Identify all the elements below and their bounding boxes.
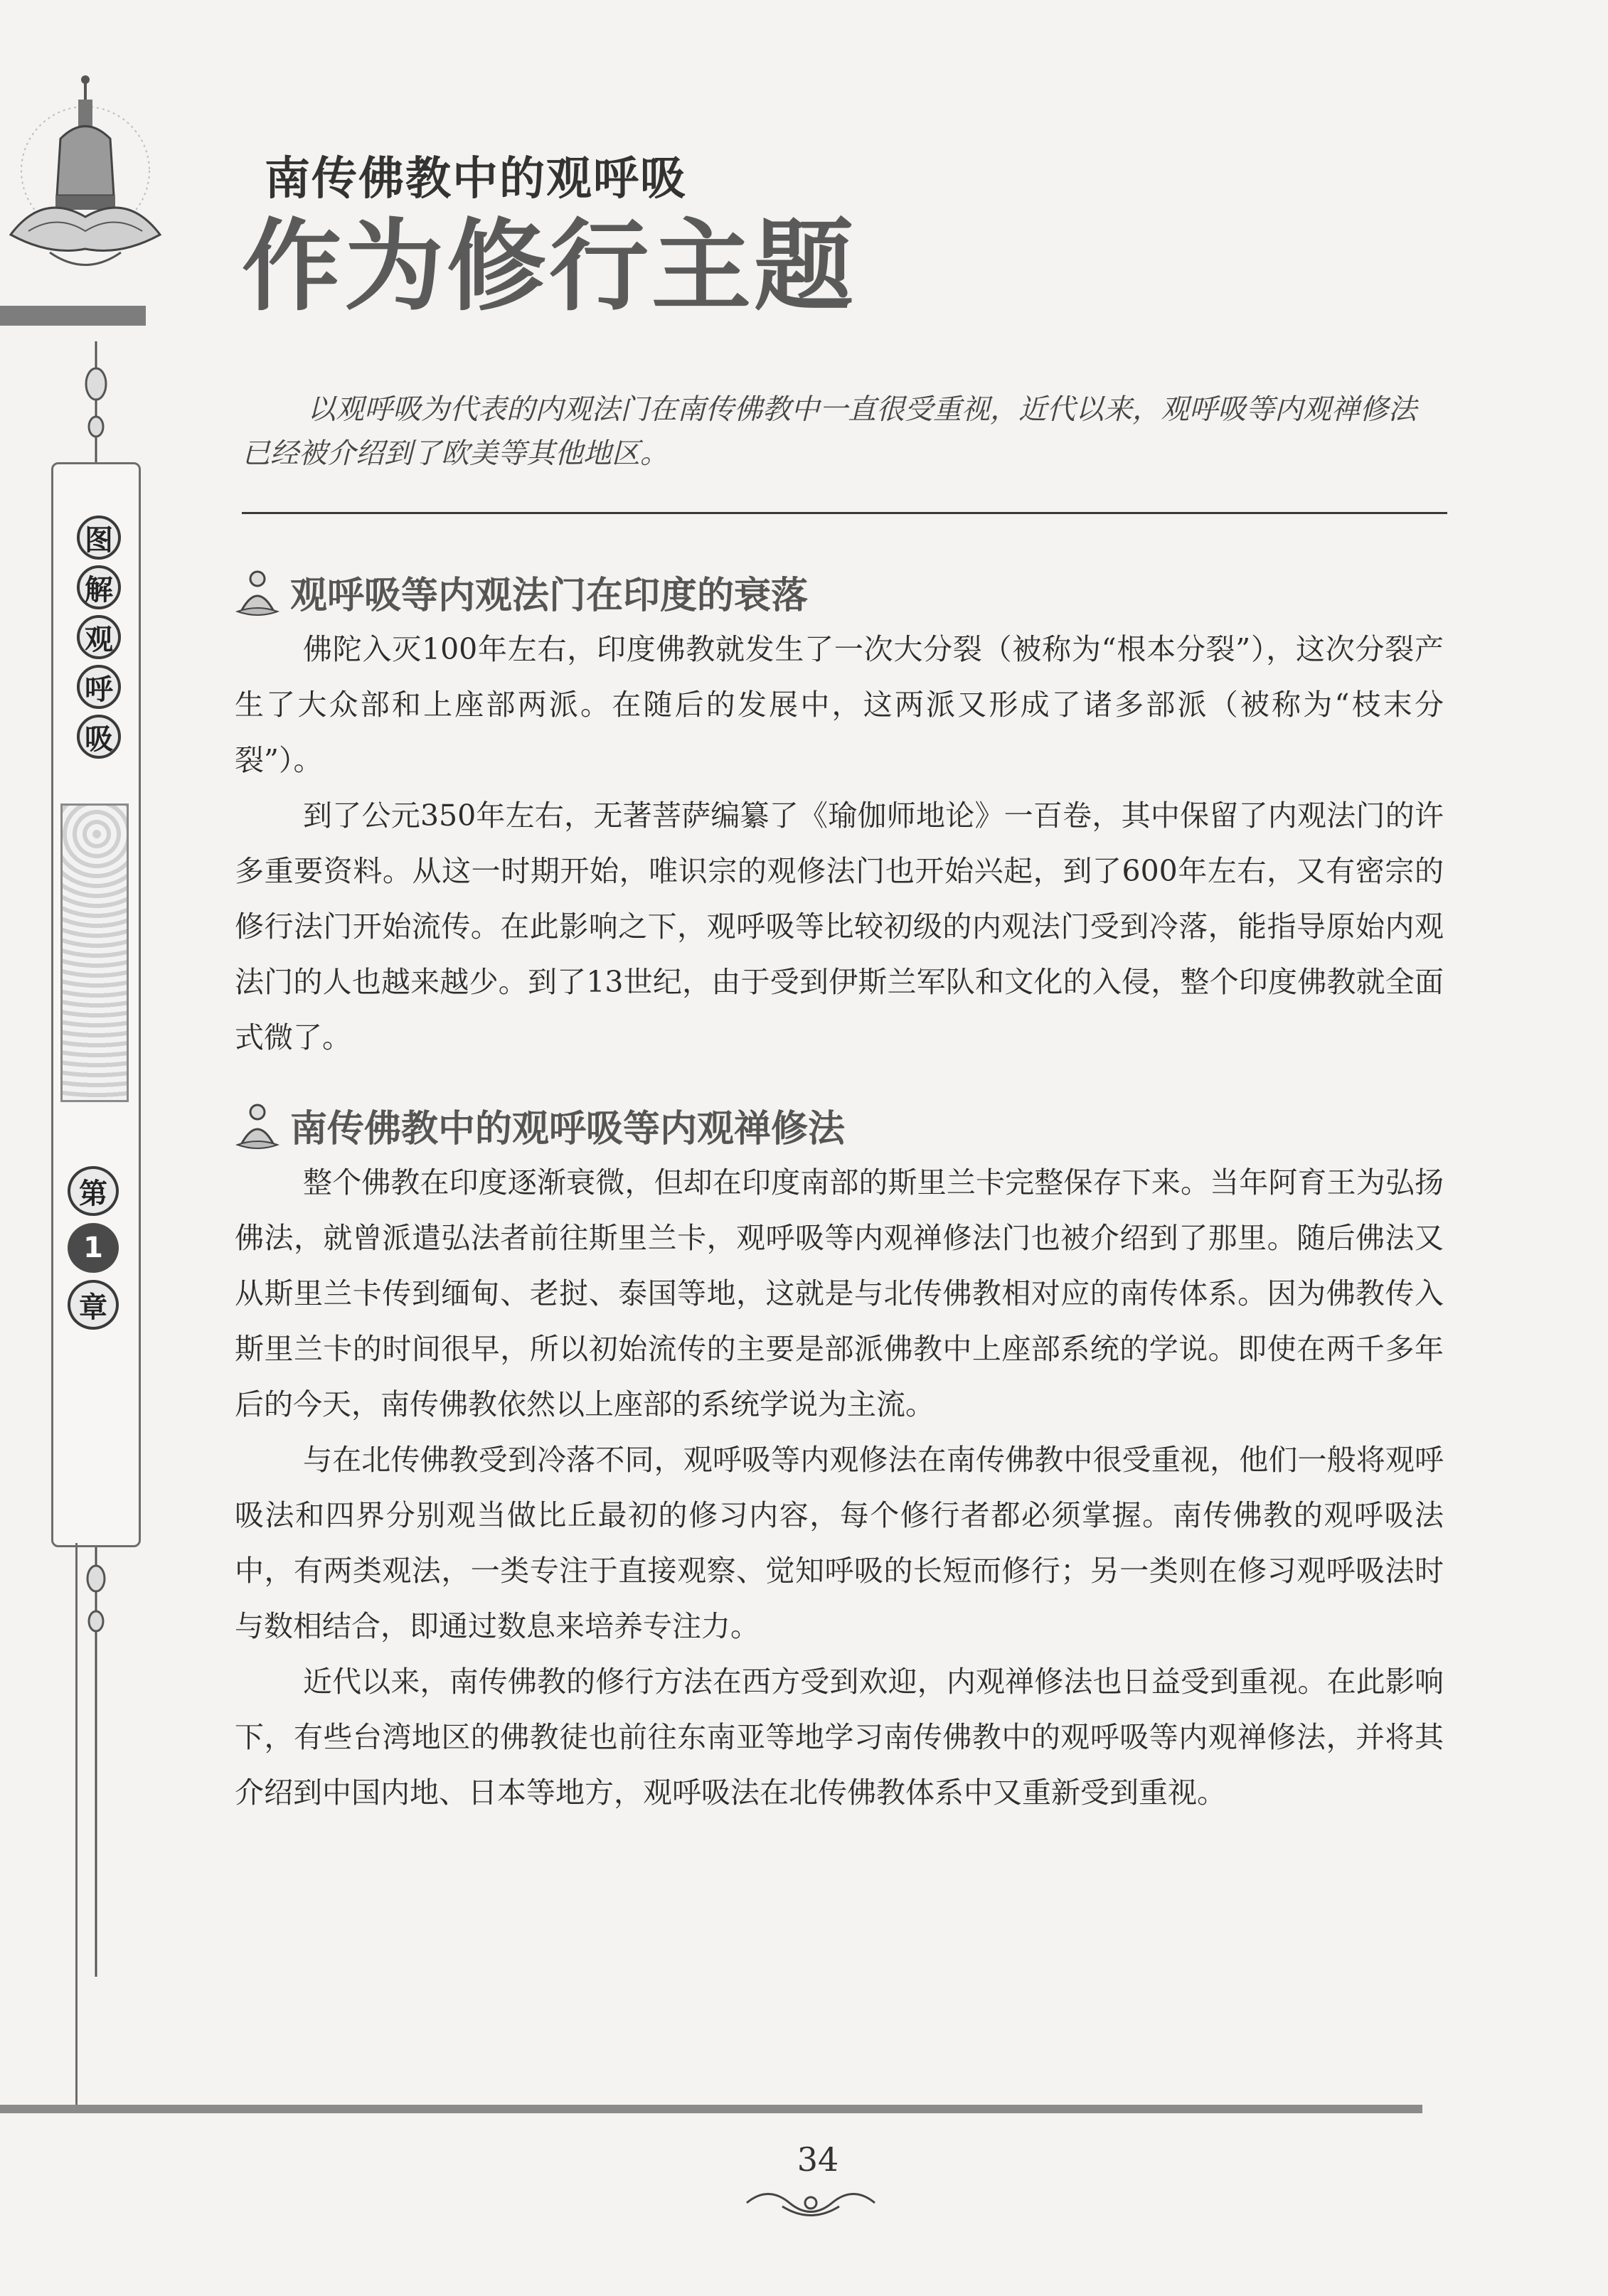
book-title-vertical	[77, 516, 121, 759]
section-decline-in-india	[235, 565, 1444, 1065]
book-title-char: 吸	[77, 715, 121, 759]
buddha-icon	[235, 567, 280, 617]
book-title-char: 解	[77, 565, 121, 609]
paragraph: 佛陀入灭100年左右，印度佛教就发生了一次大分裂（被称为“根本分裂”），这次分裂产生了大众部和上座部两派。在随后的发展中，这两派又形成了诸多部派（被称为“枝末分裂”）。	[235, 632, 1444, 777]
book-title-char: 呼	[77, 665, 121, 709]
section-heading	[235, 565, 1444, 619]
stupa-lotus-icon	[0, 71, 171, 292]
book-title-char: 图	[77, 516, 121, 560]
floral-ornament-panel	[60, 803, 129, 1102]
section-title: 观呼吸等内观法门在印度的衰落	[290, 575, 809, 617]
paragraph: 到了公元350年左右，无著菩萨编纂了《瑜伽师地论》一百卷，其中保留了内观法门的许多重要资料。从这一时期开始，唯识宗的观修法门也开始兴起，到了600年左右，又有密宗的修行法门开始流传。在此影响之下，观呼吸等比较初级的内观法门受到冷落，能指导原始内观法门的人也越来越少。到了13世纪，由于受到伊斯兰军队和文化的入侵，整个印度佛教就全面式微了。	[235, 799, 1444, 1054]
paragraph: 整个佛教在印度逐渐衰微，但却在印度南部的斯里兰卡完整保存下来。当年阿育王为弘扬佛法，就曾派遣弘法者前往斯里兰卡，观呼吸等内观禅修法门也被介绍到了那里。随后佛法又从斯里兰卡传到缅甸、老挝、泰国等地，这就是与北传佛教相对应的南传体系。因为佛教传入斯里兰卡的时间很早，所以初始流传的主要是部派佛教中上座部系统的学说。即使在两千多年后的今天，南传佛教依然以上座部的系统学说为主流。	[235, 1165, 1444, 1421]
divider-rule	[242, 512, 1447, 514]
paragraph: 近代以来，南传佛教的修行方法在西方受到欢迎，内观禅修法也日益受到重视。在此影响下，有些台湾地区的佛教徒也前往东南亚等地学习南传佛教中的观呼吸等内观禅修法，并将其介绍到中国内地、日本等地方，观呼吸法在北传佛教体系中又重新受到重视。	[235, 1665, 1444, 1810]
paragraph: 与在北传佛教受到冷落不同，观呼吸等内观修法在南传佛教中很受重视，他们一般将观呼吸法和四界分别观当做比丘最初的修习内容，每个修行者都必须掌握。南传佛教的观呼吸法中，有两类观法，一类专注于直接观察、觉知呼吸的长短而修行；另一类则在修习观呼吸法时与数相结合，即通过数息来培养专注力。	[235, 1443, 1444, 1643]
section-theravada-practice	[235, 1099, 1444, 1820]
book-title-char: 观	[77, 615, 121, 659]
section-heading	[235, 1099, 1444, 1152]
chapter-number: 1	[68, 1223, 119, 1273]
chapter-marker	[68, 1166, 119, 1330]
buddha-icon	[235, 1101, 280, 1150]
chapter-char: 第	[68, 1166, 119, 1216]
intro-paragraph: 以观呼吸为代表的内观法门在南传佛教中一直很受重视，近代以来，观呼吸等内观禅修法已经被介绍到了欧美等其他地区。	[242, 393, 1417, 470]
footer-bar	[0, 2105, 1422, 2113]
section-title: 南传佛教中的观呼吸等内观禅修法	[290, 1108, 846, 1150]
page-title: 作为修行主题	[242, 208, 857, 325]
chapter-char: 章	[68, 1280, 119, 1330]
header-gray-bar	[0, 306, 146, 326]
side-vertical-line	[75, 1543, 78, 2105]
page-number: 34	[797, 2140, 839, 2179]
side-decoration	[0, 0, 171, 2296]
page-subtitle: 南传佛教中的观呼吸	[265, 153, 687, 205]
scroll-ornament-icon	[740, 2182, 882, 2224]
